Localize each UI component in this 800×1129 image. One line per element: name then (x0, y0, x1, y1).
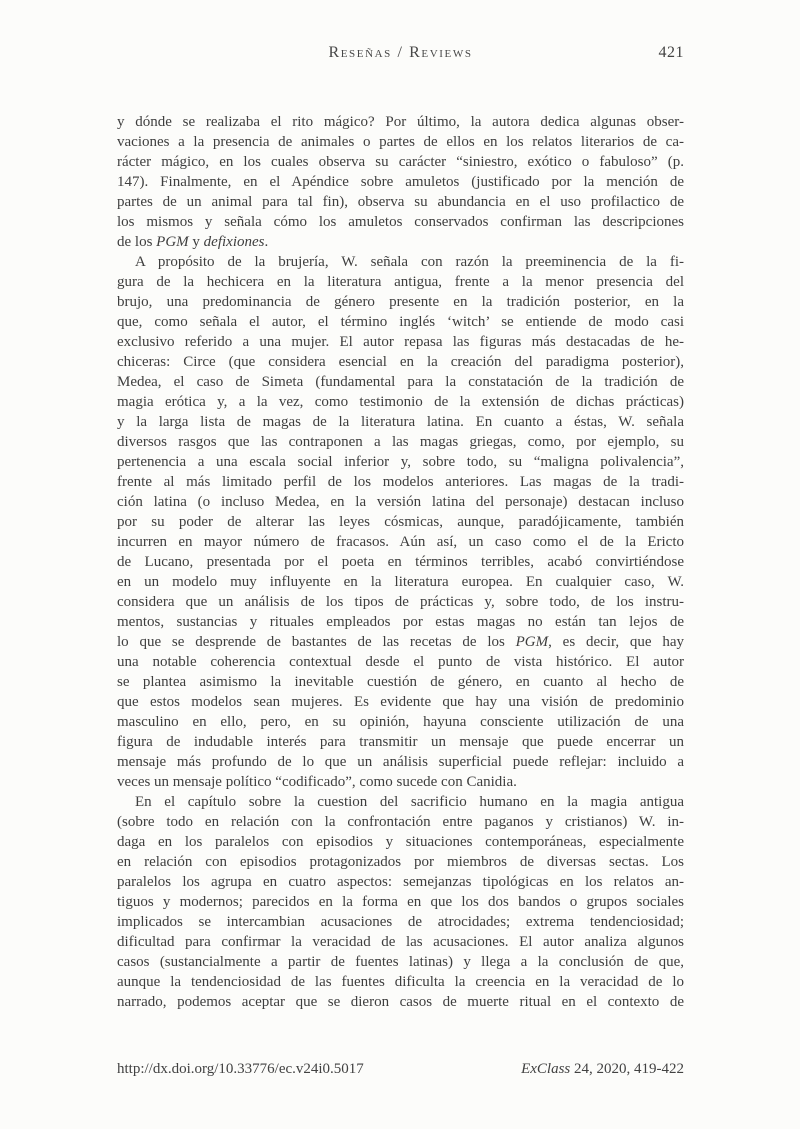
text-line: paralelos los agrupa en cuatro aspectos: semejanzas tipológicas en los relatos an- (117, 874, 684, 890)
page-number: 421 (658, 44, 684, 61)
text-line: dificultad para confirmar la veracidad de las acusaciones. El autor analiza algunos (117, 934, 684, 950)
paragraphs (117, 112, 684, 1012)
text-line: considera que un análisis de los tipos de prácticas y, sobre todo, de los instru- (117, 594, 684, 610)
text-line: incurren en mayor número de fracasos. Aún así, un caso como el de la Ericto (117, 534, 684, 550)
text-line: brujo, una predominancia de género presente en la tradición posterior, en la (117, 294, 684, 310)
text-line: que estos modelos sean mujeres. Es evidente que hay una visión de predominio (117, 694, 684, 710)
text-line: que, como señala el autor, el término inglés ‘witch’ se entiende de modo casi (117, 314, 684, 330)
text-line: por su poder de alterar las leyes cósmicas, aunque, paradójicamente, también (117, 514, 684, 530)
text-line: implicados se intercambian acusaciones de atrocidades; extrema tendenciosidad; (117, 914, 684, 930)
running-head-title: Reseñas / Reviews (328, 44, 473, 61)
text-line: en relación con episodios protagonizados por miembros de diversas sectas. Los (117, 854, 684, 870)
text-line: Medea, el caso de Simeta (fundamental para la constatación de la tradición de (117, 374, 684, 390)
text-line: de los PGM y defixiones. (117, 234, 269, 250)
text-line: pertenencia a una escala social inferior y, sobre todo, su “maligna polivalencia”, (117, 454, 684, 470)
text-line: veces un mensaje político “codificado”, como sucede con Canidia. (117, 774, 517, 790)
text-line: diversos rasgos que las contraponen a las magas griegas, como, por ejemplo, su (117, 434, 684, 450)
text-line: tiguos y modernos; parecidos en la forma en que los dos bandos o grupos sociales (117, 894, 684, 910)
text-line: ción latina (o incluso Medea, en la versión latina del personaje) destacan incluso (117, 494, 684, 510)
text-line: lo que se desprende de bastantes de las recetas de los PGM, es decir, que hay (117, 634, 684, 650)
page-header (117, 44, 684, 66)
text-line: En el capítulo sobre la cuestion del sacrificio humano en la magia antigua (135, 794, 684, 810)
journal-volume-pages: 24, 2020, 419-422 (570, 1061, 684, 1077)
paragraph (117, 112, 684, 252)
text-line: y dónde se realizaba el rito mágico? Por último, la autora dedica algunas obser- (117, 114, 684, 130)
text-line: narrado, podemos aceptar que se dieron casos de muerte ritual en el contexto de (117, 994, 684, 1010)
text-line: chiceras: Circe (que considera esencial en la creación del paradigma posterior), (117, 354, 684, 370)
italic-term: defixiones (203, 234, 265, 250)
text-line: aunque la tendenciosidad de las fuentes dificulta la creencia en la veracidad de lo (117, 974, 684, 990)
italic-term: PGM (156, 234, 189, 250)
text-line: magia erótica y, a la vez, como testimonio de la extensión de dichas prácticas) (117, 394, 684, 410)
paragraph (117, 792, 684, 1012)
text-line: casos (sustancialmente a partir de fuentes latinas) y llega a la conclusión de que, (117, 954, 684, 970)
paragraph (117, 252, 684, 792)
doi-text: http://dx.doi.org/10.33776/ec.v24i0.5017 (117, 1061, 364, 1077)
text-line: en un modelo muy influyente en la literatura europea. En cualquier caso, W. (117, 574, 684, 590)
text-line: A propósito de la brujería, W. señala con razón la preeminencia de la fi- (135, 254, 684, 270)
journal-name: ExClass (521, 1061, 571, 1077)
text-line: los mismos y señala cómo los amuletos conservados confirman las descripciones (117, 214, 684, 230)
text-line: rácter mágico, en los cuales observa su carácter “siniestro, exótico o fabuloso” (p. (117, 154, 684, 170)
text-line: una notable coherencia contextual desde el punto de vista histórico. El autor (117, 654, 684, 670)
text-line: figura de indudable interés para transmitir un mensaje que puede encerrar un (117, 734, 684, 750)
text-line: y la larga lista de magas de la literatura latina. En cuanto a éstas, W. señala (117, 414, 684, 430)
text-line: frente al más limitado perfil de los modelos anteriores. Las magas de la tradi- (117, 474, 684, 490)
text-line: exclusivo referido a una mujer. El autor repasa las figuras más destacadas de he- (117, 334, 684, 350)
text-line: 147). Finalmente, en el Apéndice sobre amuletos (justificado por la mención de (117, 174, 684, 190)
page-body (117, 112, 684, 1012)
text-line: masculino en ello, pero, en su opinión, hayuna consciente utilización de una (117, 714, 684, 730)
text-line: se plantea asimismo la inevitable cuestión de género, en cuanto al hecho de (117, 674, 684, 690)
text-line: mentos, sustancias y rituales empleados por estas magas no están tan lejos de (117, 614, 684, 630)
text-line: gura de la hechicera en la literatura antigua, frente a la menor presencia del (117, 274, 684, 290)
page-footer (117, 1061, 684, 1078)
journal-reference (521, 1061, 684, 1078)
text-line: vaciones a la presencia de animales o partes de ellos en los relatos literarios de ca- (117, 134, 684, 150)
text-line: daga en los paralelos con episodios y situaciones contemporáneas, especialmente (117, 834, 684, 850)
text-line: de Lucano, presentada por el poeta en términos terribles, acabó convirtiéndose (117, 554, 684, 570)
text-line: (sobre todo en relación con la confrontación entre paganos y cristianos) W. in- (117, 814, 684, 830)
text-line: mensaje más profundo de lo que un análisis superficial puede reflejar: incluido a (117, 754, 684, 770)
italic-term: PGM (515, 634, 549, 650)
text-line: partes de un animal para tal fin), observa su abundancia en el uso profilactico de (117, 194, 684, 210)
